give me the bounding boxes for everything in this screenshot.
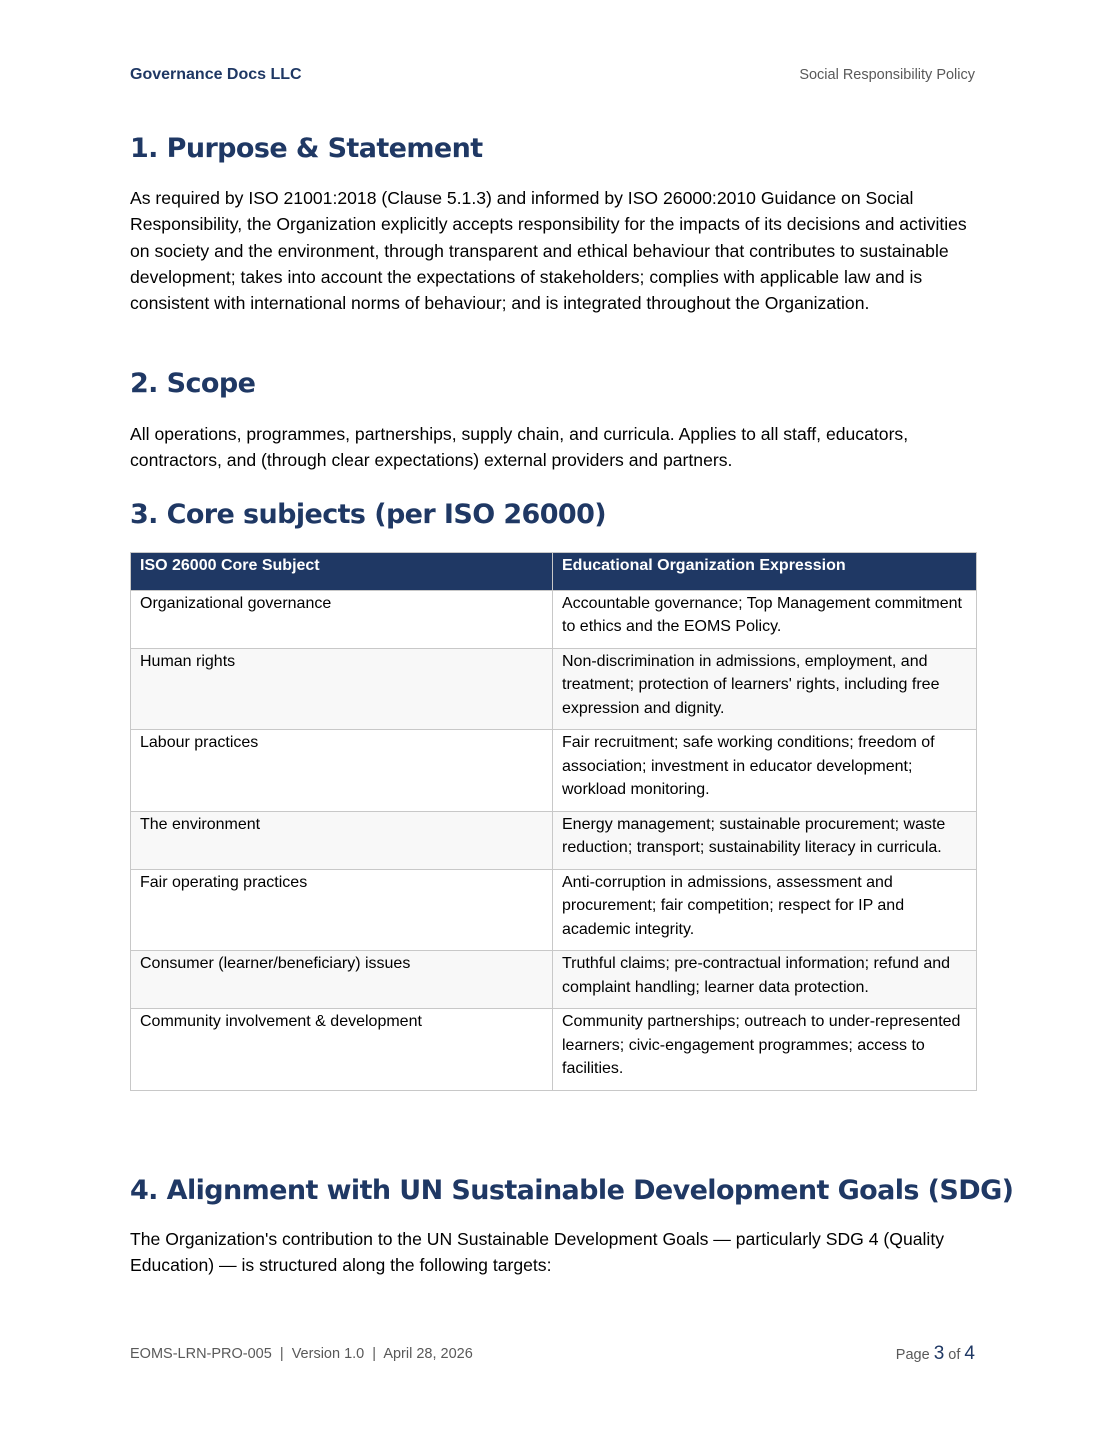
- section-2-heading: 2. Scope: [130, 368, 256, 399]
- section-1-heading: 1. Purpose & Statement: [130, 133, 483, 164]
- footer-page-total: 4: [964, 1343, 975, 1364]
- footer-page-current: 3: [933, 1343, 945, 1364]
- table-row: [131, 590, 977, 648]
- section-4-heading: 4. Alignment with UN Sustainable Development Goals (SDG): [130, 1175, 1014, 1206]
- section-2-body: All operations, programmes, partnerships, supply chain, and curricula. Applies to all staff, educators, contractors, and (through clear expectations) external providers and partners.: [130, 424, 909, 471]
- section-3-heading: 3. Core subjects (per ISO 26000): [130, 499, 607, 530]
- table-cell-expression: Non-discrimination in admissions, employment, and treatment; protection of learners' rights, including free expression and dignity.: [553, 648, 977, 730]
- table-cell-expression: Community partnerships; outreach to under-represented learners; civic-engagement programmes; access to facilities.: [553, 1009, 977, 1091]
- table-row: [131, 811, 977, 869]
- table-header-cell: Educational Organization Expression: [553, 553, 977, 591]
- table-row: [131, 648, 977, 730]
- section-1-body: As required by ISO 21001:2018 (Clause 5.1.3) and informed by ISO 26000:2010 Guidance on Social Responsibility, the Organization explicitly accepts responsibility for the impacts of its decisions and activities on society and the environment, through transparent and ethical behaviour that contributes to sustainable development; takes into account the expectations of stakeholders; complies with applicable law and is consistent with international norms of behaviour; and is integrated throughout the Organization.: [130, 188, 967, 314]
- footer-page-word: Page: [895, 1347, 930, 1363]
- table-cell-expression: Anti-corruption in admissions, assessment and procurement; fair competition; respect for IP and academic integrity.: [553, 869, 977, 951]
- table-cell-expression: Truthful claims; pre-contractual information; refund and complaint handling; learner data protection.: [553, 951, 977, 1009]
- table-cell-expression: Fair recruitment; safe working conditions; freedom of association; investment in educator development; workload monitoring.: [553, 730, 977, 812]
- table-cell-subject: Organizational governance: [131, 590, 553, 648]
- table-row: [131, 730, 977, 812]
- table-cell-expression: Energy management; sustainable procurement; waste reduction; transport; sustainability literacy in curricula.: [553, 811, 977, 869]
- table-cell-subject: The environment: [131, 811, 553, 869]
- footer-page-number: [896, 1343, 975, 1365]
- table-header-row: [131, 553, 977, 591]
- table-cell-subject: Consumer (learner/beneficiary) issues: [131, 951, 553, 1009]
- section-4-body: The Organization's contribution to the UN Sustainable Development Goals — particularly SDG 4 (Quality Education) — is structured along the following targets:: [130, 1229, 945, 1276]
- header-company-name: Governance Docs LLC: [130, 66, 302, 83]
- table-cell-subject: Human rights: [131, 648, 553, 730]
- header-document-title: Social Responsibility Policy: [799, 67, 975, 83]
- table-row: [131, 869, 977, 951]
- table-cell-subject: Fair operating practices: [131, 869, 553, 951]
- table-cell-subject: Labour practices: [131, 730, 553, 812]
- table-header-cell: ISO 26000 Core Subject: [131, 553, 553, 591]
- footer-document-info: EOMS-LRN-PRO-005 | Version 1.0 | April 28, 2026: [130, 1346, 473, 1362]
- table-row: [131, 951, 977, 1009]
- footer-of-word: of: [948, 1347, 961, 1363]
- table-cell-expression: Accountable governance; Top Management commitment to ethics and the EOMS Policy.: [553, 590, 977, 648]
- table-row: [131, 1009, 977, 1091]
- core-subjects-table: [130, 552, 977, 1091]
- table-cell-subject: Community involvement & development: [131, 1009, 553, 1091]
